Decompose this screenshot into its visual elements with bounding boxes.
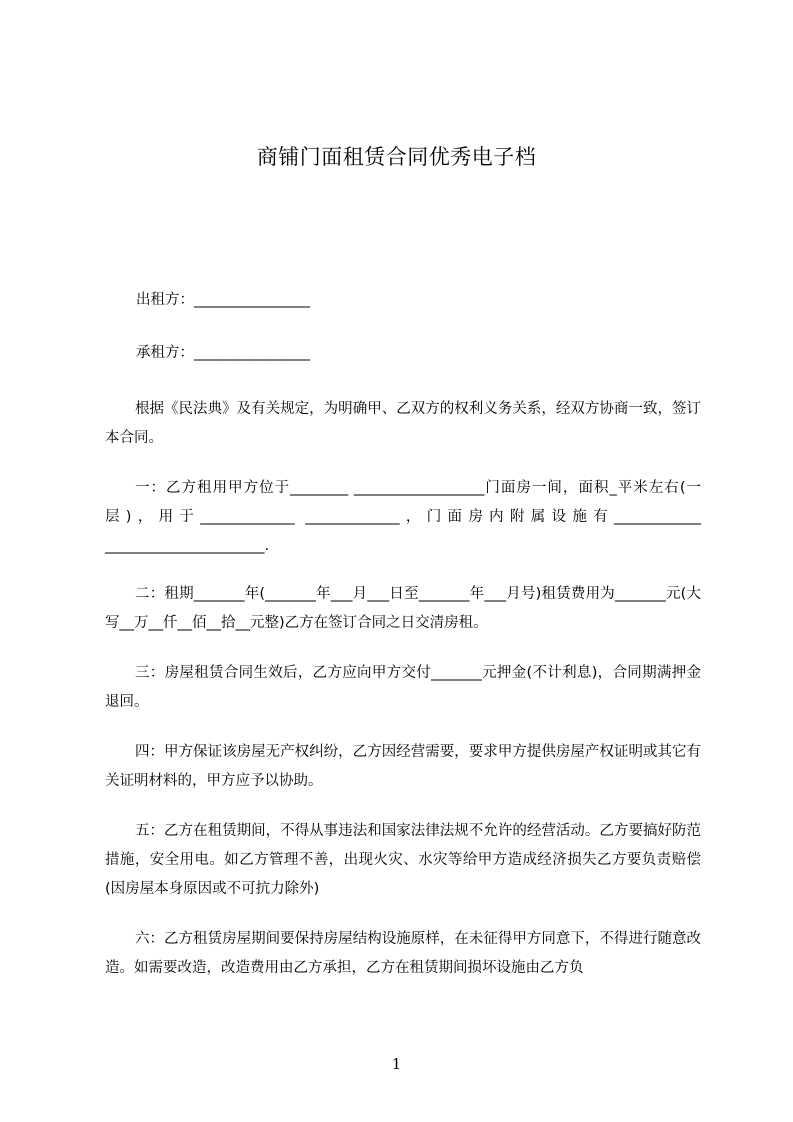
clause-1-paragraph: 一：乙方租用甲方位于________ __________________门面房一间，面积_平米左右(一层)，用于_____________ _____________，门面房内附属设施有____________ ______________________. (105, 480, 701, 554)
clause-3-paragraph: 三：房屋租赁合同生效后，乙方应向甲方交付_______元押金(不计利息)，合同期满押金退回。 (105, 665, 701, 710)
preamble-paragraph: 根据《民法典》及有关规定，为明确甲、乙双方的权利义务关系，经双方协商一致，签订本合同。 (105, 401, 701, 446)
clause-2-paragraph: 二：租期_______年(_______年___月___日至_______年___月号)租赁费用为_______元(大写__万__仟__佰__拾__元整)乙方在签订合同之日交清房租。 (105, 586, 701, 631)
clause-6-paragraph: 六：乙方租赁房屋期间要保持房屋结构设施原样，在未征得甲方同意下，不得进行随意改造。如需要改造，改造费用由乙方承担，乙方在租赁期间损坏设施由乙方负 (105, 931, 701, 976)
clause-5-paragraph: 五：乙方在租赁期间，不得从事违法和国家法律法规不允许的经营活动。乙方要搞好防范措施，安全用电。如乙方管理不善，出现火灾、水灾等给甲方造成经济损失乙方要负责赔偿(因房屋本身原因或不可抗力除外) (105, 823, 701, 897)
page-title: 商铺门面租赁合同优秀电子档 (256, 145, 537, 169)
clause-4-paragraph: 四：甲方保证该房屋无产权纠纷，乙方因经营需要，要求甲方提供房屋产权证明或其它有关证明材料的，甲方应予以协助。 (105, 744, 701, 789)
lessee-field: 承租方：________________ (136, 345, 310, 361)
lessor-field: 出租方：________________ (136, 292, 310, 308)
page-number: 1 (391, 1055, 402, 1073)
